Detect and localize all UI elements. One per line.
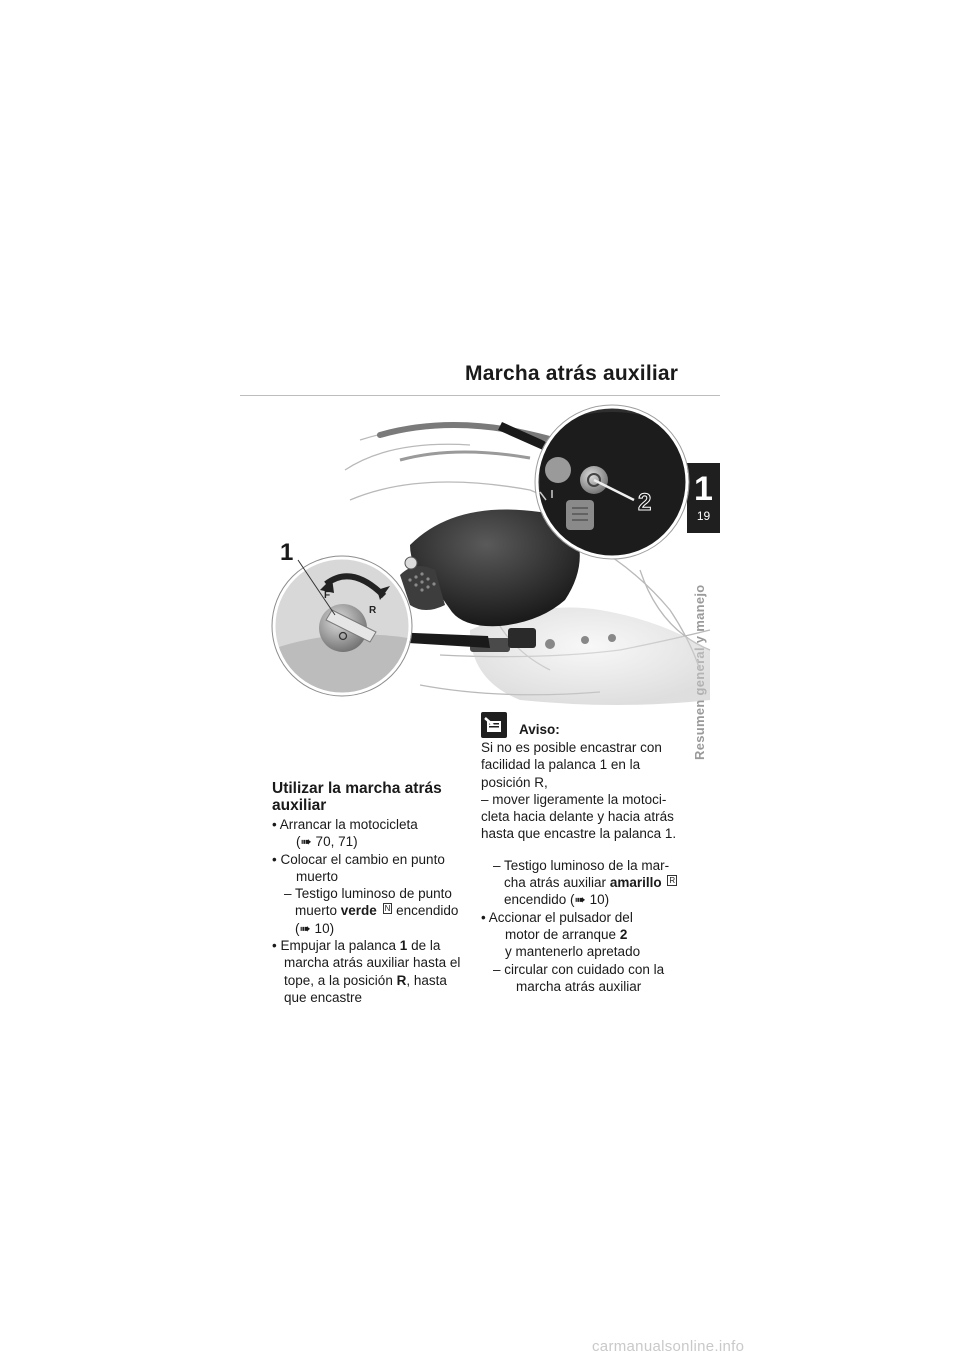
- reverse-indicator-icon: R: [669, 876, 676, 886]
- brand-logo: [405, 557, 417, 569]
- chapter-number: 1: [694, 470, 713, 508]
- substep-ride-carefully: – circular con cuidado con la marcha atrás auxiliar: [493, 961, 665, 994]
- lever-label-r: R: [369, 605, 377, 616]
- note-text: Si no es posible encastrar con facilidad la palanca 1 en la posición R, – mover ligeramente la motoci- cleta hacia delante y hacia atrás hasta que encastre la palanca 1.: [481, 740, 677, 842]
- note-heading: [481, 712, 696, 738]
- note-icon: [481, 712, 507, 738]
- neutral-indicator-icon: N: [384, 904, 391, 914]
- title-divider: [240, 395, 720, 396]
- substep-neutral-light: – Testigo luminoso de punto muerto verde N encendido (➠ 10): [284, 886, 459, 936]
- step-start-motorcycle: • Arrancar la motocicleta (➠ 70, 71): [272, 817, 418, 850]
- lever-label-f: F: [324, 590, 331, 601]
- section-heading: Utilizar la marcha atrás auxiliar: [272, 780, 442, 814]
- detail-inset-reverse-lever: [270, 539, 420, 700]
- step-press-starter: • Accionar el pulsador del motor de arranque 2 y mantenerlo apretado: [481, 909, 641, 960]
- motorcycle-illustration: [240, 400, 720, 722]
- note-title: Aviso:: [519, 721, 560, 737]
- watermark: carmanualsonline.info: [592, 1338, 745, 1355]
- page-number: 19: [696, 509, 711, 523]
- callout-1: 1: [280, 539, 294, 566]
- left-column: [272, 780, 472, 1006]
- page-title: Marcha atrás auxiliar: [465, 362, 679, 385]
- step-push-lever: • Empujar la palanca 1 de la marcha atrás auxiliar hasta el tope, a la posición R, hasta que encastre: [272, 938, 461, 1005]
- right-column: [481, 712, 696, 995]
- step-neutral-gear: • Colocar el cambio en punto muerto: [272, 851, 445, 884]
- substep-reverse-light: – Testigo luminoso de la mar- cha atrás auxiliar amarillo R encendido (➠ 10): [493, 857, 676, 908]
- callout-2: 2: [638, 489, 652, 516]
